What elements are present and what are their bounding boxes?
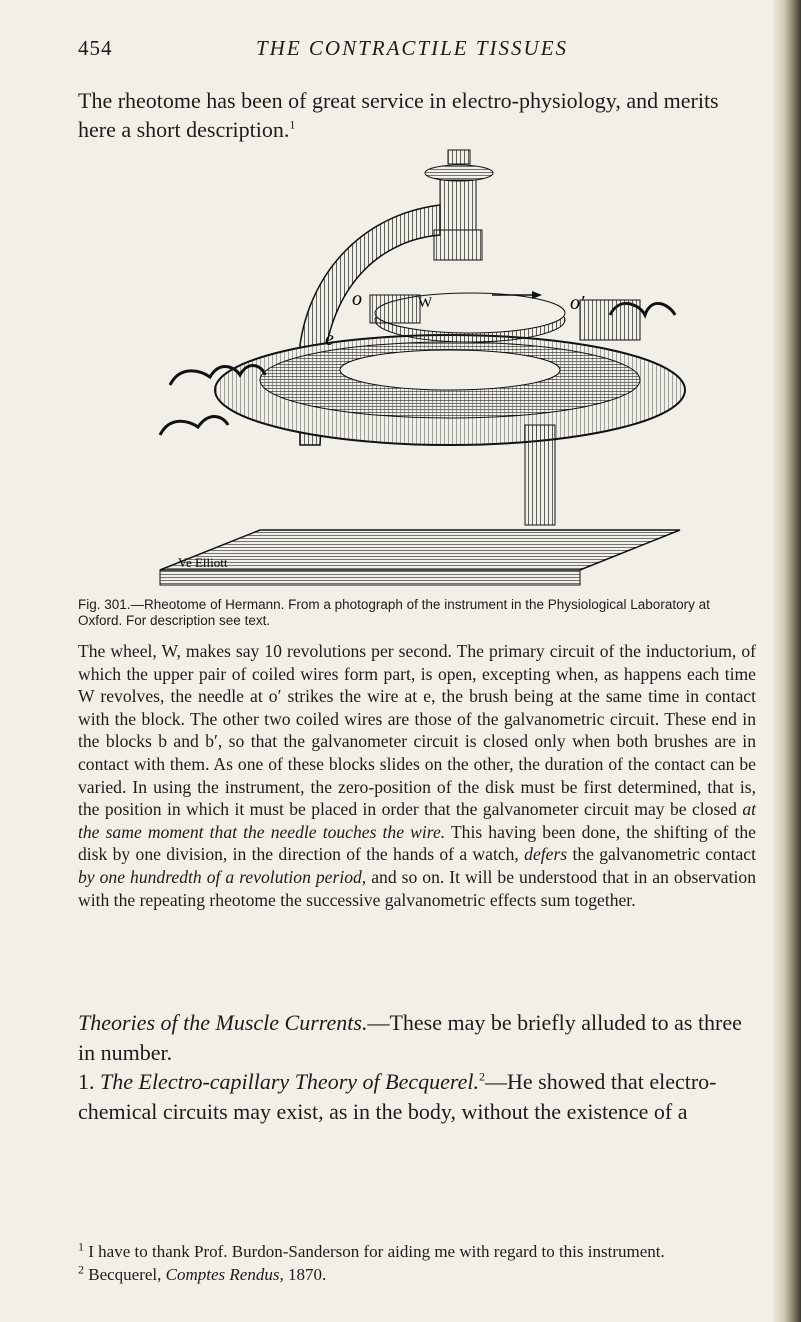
- body-text-4: and so on. It will be understood that in an observation with the repeating rheotome the successive galvanometric effects sum together.: [78, 866, 756, 910]
- footnote-2: [78, 1263, 758, 1286]
- footnote-ref-2: 2: [478, 1069, 485, 1084]
- label-o-prime: o′: [570, 292, 585, 314]
- intro-text: The rheotome has been of great service in electro-physiology, and merits here a short description.: [78, 88, 719, 142]
- section-heading-rest: —These may be briefly alluded to as three in number.: [78, 1010, 742, 1065]
- item-title: The Electro-capillary Theory of Becquerel.: [100, 1069, 479, 1094]
- footnote-ref-1: 1: [289, 117, 296, 132]
- rheotome-engraving: [140, 145, 700, 595]
- theories-section: [78, 1008, 758, 1126]
- bearing: [525, 425, 555, 525]
- footnote-text: Becquerel,: [88, 1265, 162, 1284]
- footnote-1: [78, 1240, 758, 1263]
- label-w: W: [418, 295, 433, 311]
- theory-item-1: [78, 1067, 758, 1126]
- base-plate: [160, 530, 680, 585]
- body-italic-2: defers: [524, 844, 568, 865]
- rotation-arrowhead: [532, 291, 542, 299]
- body-text: The wheel, W, makes say 10 revolutions per second. The primary circuit of the inductorium, of which the upper pair of coiled wires form part, is open, excepting when, as happens each time W revolves, the needle at o′ strikes the wire at e, the brush being at the same time in contact with the block. The other two coiled wires are those of the galvanometric circuit. These end in the blocks b and b′, so that the galvanometer circuit is closed only when both brushes are in contact with them. As one of these blocks slides on the other, the duration of the contact can be varied. In using the instrument, the zero-position of the disk must be first determined, that is, the position in which it must be placed in order that the galvanometer circuit may be closed: [78, 641, 756, 820]
- page-number: 454: [78, 36, 113, 60]
- body-text-2: This having been done, the shifting of the disk by one division, in the direction of the hands of a watch,: [78, 821, 756, 865]
- figure-caption: Fig. 301.—Rheotome of Hermann. From a photograph of the instrument in the Physiological Laboratory at Oxford. For description see text.: [78, 597, 710, 628]
- section-heading-para: [78, 1008, 758, 1067]
- body-paragraph: [78, 640, 756, 911]
- page-header: [78, 36, 728, 66]
- section-heading: Theories of the Muscle Currents.: [78, 1010, 368, 1035]
- item-text: —He showed that electro-chemical circuits may exist, as in the body, without the existence of a: [78, 1069, 717, 1124]
- footnote-journal: Comptes Rendus,: [165, 1265, 284, 1284]
- intro-paragraph: [78, 86, 758, 144]
- page-edge-shadow: [773, 0, 801, 1322]
- block-b-prime: [580, 300, 640, 340]
- coil-lower-left: [160, 417, 228, 435]
- body-italic-1: at the same moment that the needle touches the wire.: [78, 799, 756, 842]
- body-italic-3: by one hundredth of a revolution period,: [78, 866, 367, 887]
- graduated-disk: [215, 335, 685, 445]
- footnotes: [78, 1240, 758, 1286]
- item-number: 1.: [78, 1069, 95, 1094]
- footnote-mark: 2: [78, 1262, 84, 1277]
- running-head: THE CONTRACTILE TISSUES: [256, 36, 569, 60]
- footnote-mark: 1: [78, 1239, 84, 1254]
- rheotome-figure: [140, 145, 700, 595]
- footnote-text: I have to thank Prof. Burdon-Sanderson for aiding me with regard to this instrument.: [88, 1242, 665, 1261]
- maker-signature: Ve Elliott: [178, 555, 228, 570]
- block-b: [370, 295, 420, 323]
- label-o: o: [352, 288, 362, 310]
- label-e: e: [325, 328, 334, 350]
- body-text-3: the galvanometric contact: [572, 844, 756, 865]
- footnote-year: 1870.: [287, 1265, 327, 1284]
